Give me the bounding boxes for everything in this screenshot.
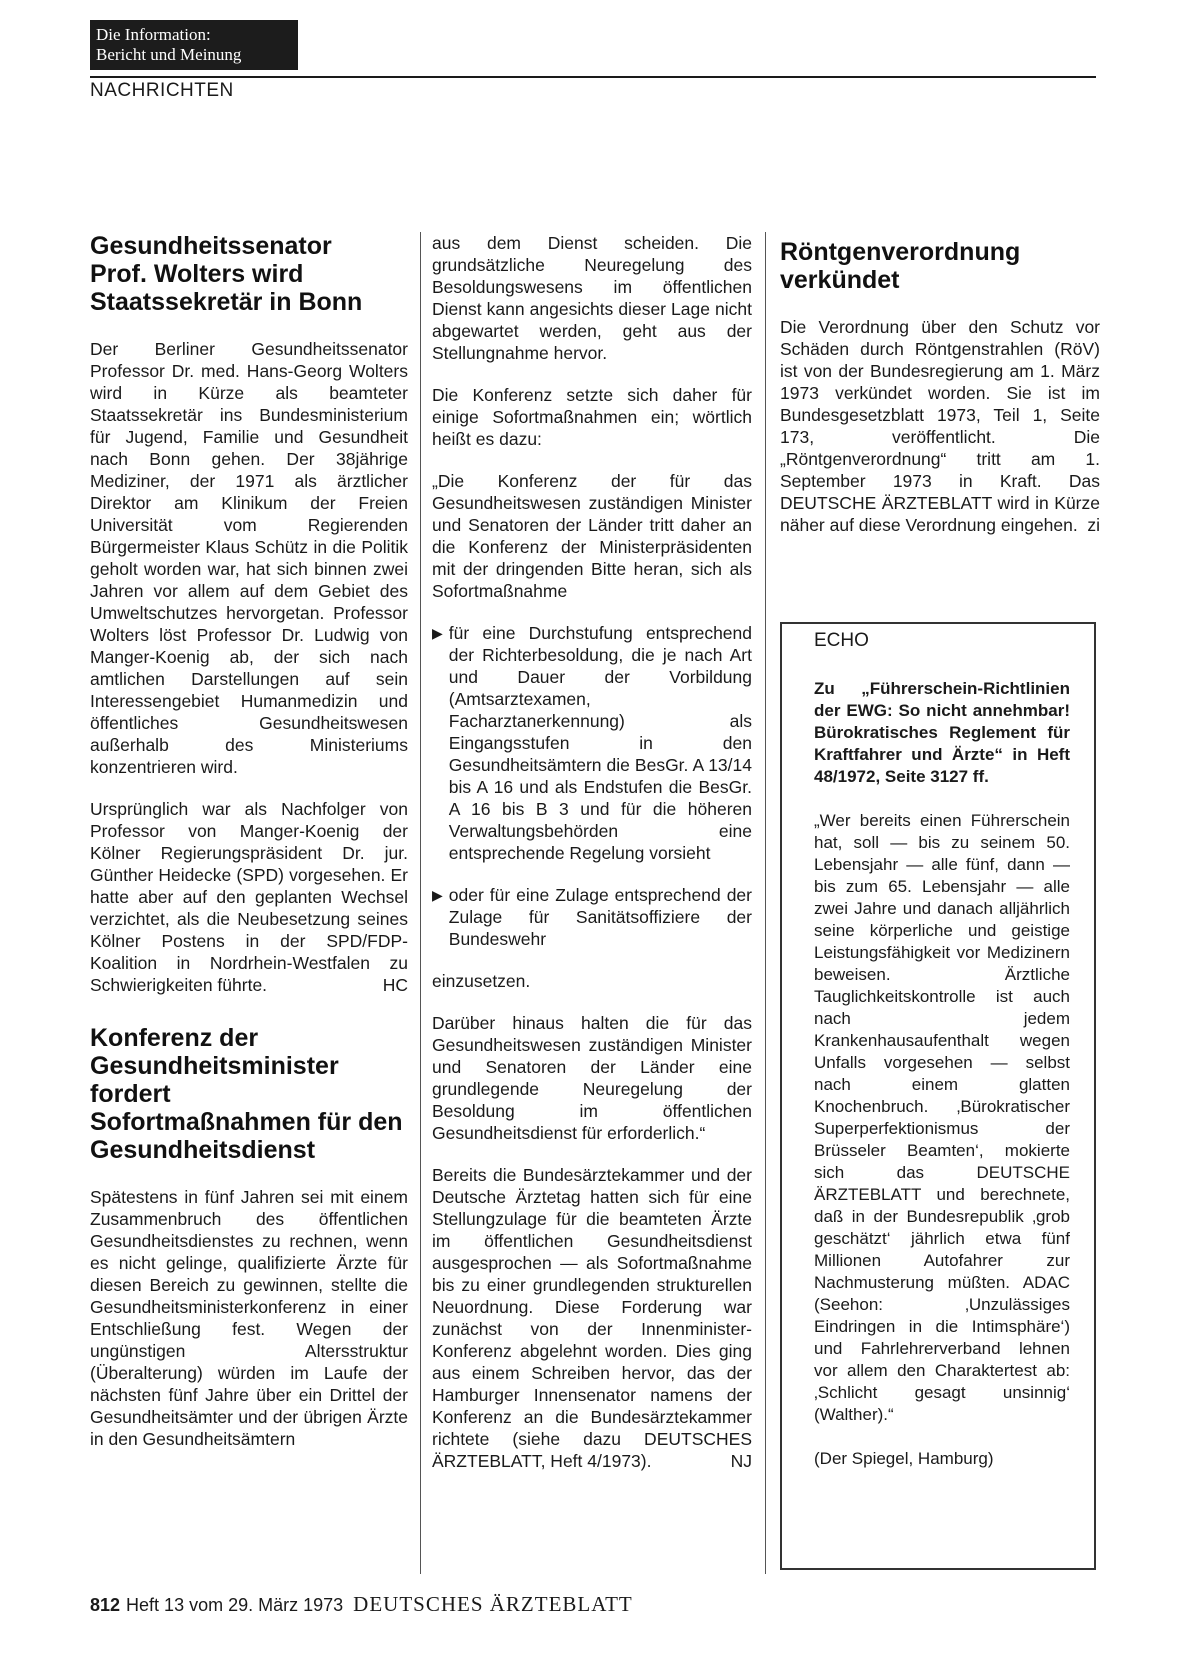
article2-quote: „Die Konferenz der für das Gesundheitswesen zuständigen Minister und Senatoren der Länder tritt daher an die Konferenz der Ministerpräsidenten mit der dringenden Bitte heran, sich als Sofortmaßnahme bbox=[432, 471, 752, 601]
article2-paragraph bbox=[432, 1164, 752, 1472]
article2-paragraph: einzusetzen. bbox=[432, 971, 531, 991]
section-badge-line2: Bericht und Meinung bbox=[96, 45, 242, 64]
article2-signature: NJ bbox=[730, 1451, 752, 1471]
column-divider-2 bbox=[765, 232, 766, 1574]
page-number: 812 bbox=[90, 1595, 121, 1615]
column-2 bbox=[432, 232, 752, 1492]
bullet-text: für eine Durchstufung entsprechend der Richterbesoldung, die je nach Art und Dauer der Vorbildung (Amtsarztexamen, Facharztanerkennung) als Eingangsstufen in den Gesundheitsämtern die BesGr. A 13/14 bis A 16 und als Endstufen die BesGr. A 16 bis B 3 und für die höheren Verwaltungsbehörden eine entsprechende Regelung vorsieht bbox=[448, 623, 752, 863]
article1-headline bbox=[90, 232, 408, 316]
article1-signature: HC bbox=[382, 975, 408, 995]
article1-headline-line: Gesundheitssenator bbox=[90, 232, 332, 260]
echo-title: Zu „Führerschein-Richtlinien der EWG: So nicht annehmbar! Bürokratisches Reglement für Kraftfahrer und Ärzte“ in Heft 48/1972, Seite 3127 ff. bbox=[814, 679, 1070, 786]
article2-paragraph: aus dem Dienst scheiden. Die grundsätzliche Neuregelung des Besoldungswesens im öffentlichen Dienst kann angesichts dieser Lage nicht abgewartet werden, geht aus der Stellungnahme hervor. bbox=[432, 233, 752, 363]
section-title: NACHRICHTEN bbox=[90, 80, 234, 101]
section-badge-line1: Die Information: bbox=[96, 25, 211, 44]
bullet-item bbox=[432, 622, 752, 864]
article3-signature: zi bbox=[1087, 515, 1100, 535]
article1-headline-line: Staatssekretär in Bonn bbox=[90, 288, 363, 316]
article2-headline-line: Gesundheitsminister bbox=[90, 1052, 339, 1080]
column-3 bbox=[780, 232, 1100, 556]
article2-headline-line: Konferenz der bbox=[90, 1024, 259, 1052]
echo-quote: „Wer bereits einen Führerschein hat, soll — bis zu seinem 50. Lebensjahr — alle fünf, dann — bis zum 65. Lebensjahr — alle zwei Jahre und danach alljährlich seine körperliche und geistige Leistungsfähigkeit vor Medizinern beweisen. Ärztliche Tauglichkeitskontrolle ist auch nach jedem Krankenhausaufenthalt wegen Unfalls vorgesehen — selbst nach einem glatten Knochenbruch. ‚Bürokratischer Superperfektionismus der Brüsseler Beamten‘, mokierte sich das DEUTSCHE ÄRZTEBLATT und berechnete, daß in der Bundesrepublik ‚grob geschätzt‘ jährlich etwa fünf Millionen Autofahrer zur Nachmusterung müßten. ADAC (Seehon: ‚Unzulässiges Eindringen in die Intimsphäre‘) und Fahrlehrerverband lehnen vor allem den Charaktertest ab: ‚Schlicht gesagt unsinnig‘ (Walther).“ bbox=[814, 811, 1070, 1424]
article2-paragraph: Darüber hinaus halten die für das Gesundheitswesen zuständigen Minister und Senatoren der Länder eine grundlegende Neuregelung der Besoldung im öffentlichen Gesundheitsdienst für erforderlich.“ bbox=[432, 1013, 752, 1143]
bullet-text: oder für eine Zulage entsprechend der Zulage für Sanitätsoffiziere der Bundeswehr bbox=[448, 885, 752, 949]
article1-paragraph bbox=[90, 798, 408, 996]
article2-headline-line: Gesundheitsdienst bbox=[90, 1136, 316, 1164]
journal-title: DEUTSCHES ÄRZTEBLATT bbox=[353, 1592, 633, 1616]
article3-headline bbox=[780, 238, 1100, 294]
echo-source: (Der Spiegel, Hamburg) bbox=[814, 1449, 994, 1468]
bullet-item bbox=[432, 884, 752, 950]
echo-box bbox=[780, 622, 1096, 1570]
article2-headline bbox=[90, 1024, 408, 1164]
article2-paragraph: Spätestens in fünf Jahren sei mit einem Zusammenbruch des öffentlichen Gesundheitsdienstes zu rechnen, wenn es nicht gelinge, qualifizierte Ärzte für diesen Bereich zu gewinnen, stellte die Gesundheitsministerkonferenz in einer Entschließung fest. Wegen der ungünstigen Altersstruktur (Überalterung) würden im Laufe der nächsten fünf Jahre über ein Drittel der Gesundheitsämter und der übrigen Ärzte in den Gesundheitsämtern bbox=[90, 1187, 408, 1449]
article1-paragraph-text: Ursprünglich war als Nachfolger von Professor von Manger-Koenig der Kölner Regierungspräsident Dr. jur. Günther Heidecke (SPD) vorgesehen. Er hatte aber auf den geplanten Wechsel verzichtet, als die Neubesetzung seines Kölner Postens in der SPD/FDP-Koalition in Nordrhein-Westfalen zu Schwierigkeiten führte. bbox=[90, 799, 408, 995]
triangle-bullet-icon: ▶ bbox=[432, 887, 443, 903]
article3-headline-line: verkündet bbox=[780, 266, 900, 294]
article3-paragraph bbox=[780, 316, 1100, 536]
article1-headline-line: Prof. Wolters wird bbox=[90, 260, 304, 288]
issue-info: Heft 13 vom 29. März 1973 bbox=[126, 1595, 344, 1615]
article2-paragraph: Die Konferenz setzte sich daher für einige Sofortmaßnahmen ein; wörtlich heißt es dazu: bbox=[432, 385, 752, 449]
article1-paragraph: Der Berliner Gesundheitssenator Professor Dr. med. Hans-Georg Wolters wird in Kürze als beamteter Staatssekretär ins Bundesministerium für Jugend, Familie und Gesundheit nach Bonn gehen. Der 38jährige Mediziner, der 1971 als ärztlicher Direktor am Klinikum der Freien Universität vom Regierenden Bürgermeister Klaus Schütz in die Politik geholt worden war, hat sich binnen zwei Jahren vor allem auf dem Gebiet des Umweltschutzes hervorgetan. Professor Wolters löst Professor Dr. Ludwig von Manger-Koenig ab, der sich nach amtlichen Darstellungen auf sein Interessengebiet Humanmedizin und öffentliches Gesundheitswesen außerhalb des Ministeriums konzentrieren wird. bbox=[90, 339, 408, 777]
article2-headline-line: Sofortmaßnahmen für den bbox=[90, 1108, 403, 1136]
column-divider-1 bbox=[420, 232, 421, 1574]
section-badge bbox=[90, 20, 298, 70]
header-rule bbox=[90, 76, 1096, 78]
column-1 bbox=[90, 232, 408, 1470]
triangle-bullet-icon: ▶ bbox=[432, 625, 443, 641]
article2-headline-line: fordert bbox=[90, 1080, 171, 1108]
article2-paragraph-text: Bereits die Bundesärztekammer und der Deutsche Ärztetag hatten sich für eine Stellungzulage für die beamteten Ärzte im öffentlichen Gesundheitsdienst ausgesprochen — als Sofortmaßnahme bis zu einer grundlegenden strukturellen Neuordnung. Diese Forderung war zunächst von der Innenminister-Konferenz abgelehnt worden. Dies ging aus einem Schreiben hervor, das der Hamburger Innensenator namens der Konferenz an die Bundesärztekammer richtete (siehe dazu DEUTSCHES ÄRZTEBLATT, Heft 4/1973). bbox=[432, 1165, 752, 1471]
page-footer bbox=[90, 1592, 633, 1617]
article3-paragraph-text: Die Verordnung über den Schutz vor Schäden durch Röntgenstrahlen (RöV) ist von der Bundesregierung am 1. März 1973 verkündet worden. Sie ist im Bundesgesetzblatt 1973, Teil 1, Seite 173, veröffentlicht. Die „Röntgenverordnung“ tritt am 1. September 1973 in Kraft. Das DEUTSCHE ÄRZTEBLATT wird in Kürze näher auf diese Verordnung eingehen. bbox=[780, 317, 1100, 535]
echo-label: ECHO bbox=[814, 630, 869, 651]
article3-headline-line: Röntgenverordnung bbox=[780, 238, 1021, 266]
